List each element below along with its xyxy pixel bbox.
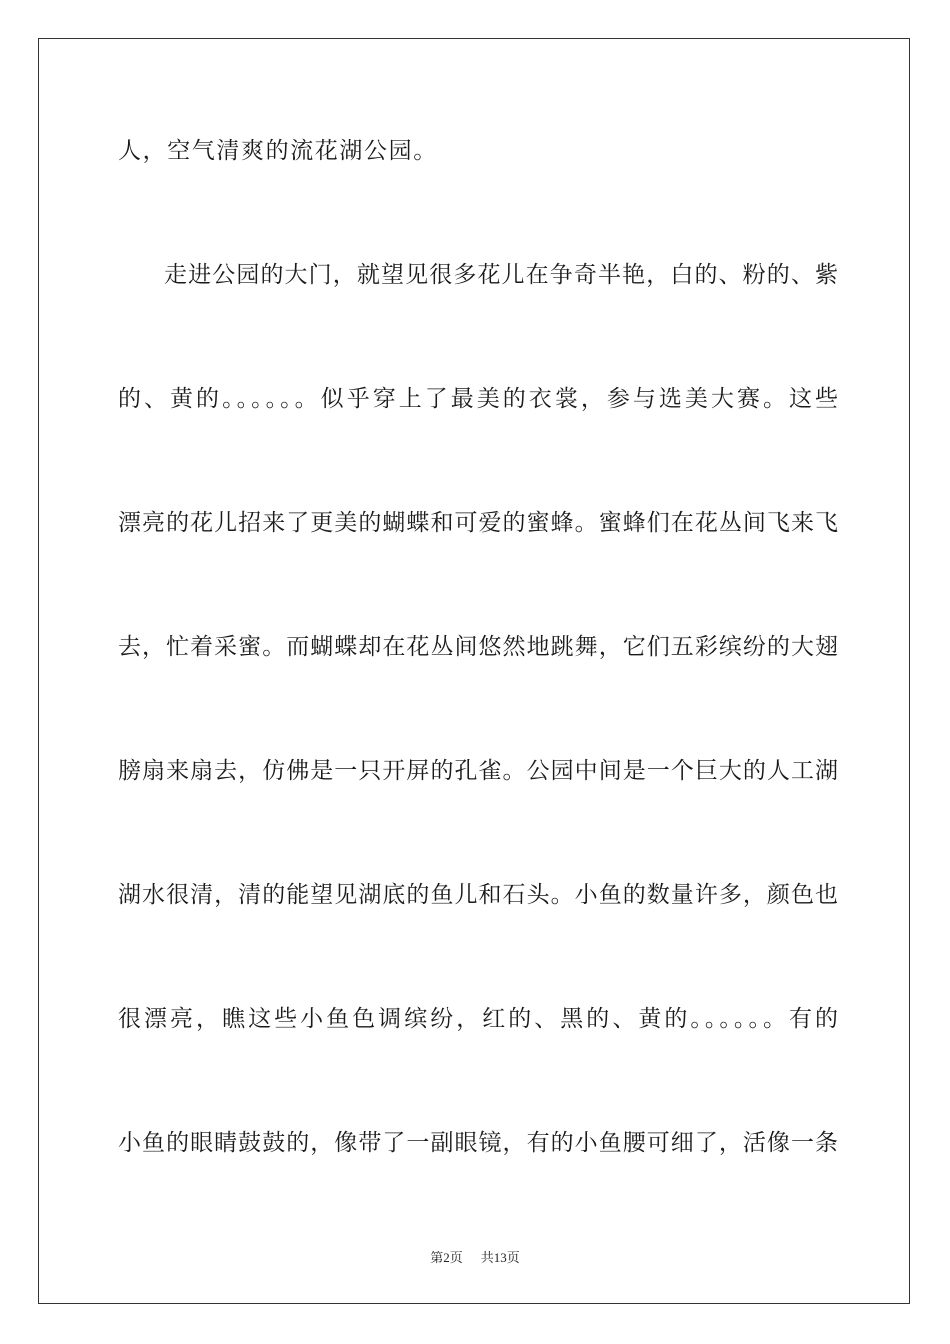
text-line-3: 的、黄的。。。。。。似乎穿上了最美的衣裳，参与选美大赛。这些 xyxy=(118,386,838,412)
text-line-7: 湖水很清，清的能望见湖底的鱼儿和石头。小鱼的数量许多，颜色也 xyxy=(118,882,838,908)
text-line-1: 人，空气清爽的流花湖公园。 xyxy=(118,138,438,164)
text-line-8: 很漂亮，瞧这些小鱼色调缤纷，红的、黑的、黄的。。。。。。有的 xyxy=(118,1006,838,1032)
text-line-9: 小鱼的眼睛鼓鼓的，像带了一副眼镜，有的小鱼腰可细了，活像一条 xyxy=(118,1130,838,1156)
text-line-6: 膀扇来扇去，仿佛是一只开屏的孔雀。公园中间是一个巨大的人工湖 xyxy=(118,758,838,784)
text-line-2: 走进公园的大门，就望见很多花儿在争奇半艳，白的、粉的、紫 xyxy=(164,262,838,288)
text-line-4: 漂亮的花儿招来了更美的蝴蝶和可爱的蜜蜂。蜜蜂们在花丛间飞来飞 xyxy=(118,510,838,536)
page-total: 共13页 xyxy=(480,1250,520,1265)
body-text xyxy=(118,120,838,1236)
text-line-5: 去，忙着采蜜。而蝴蝶却在花丛间悠然地跳舞，它们五彩缤纷的大翅 xyxy=(118,634,838,660)
page-number: 第2页 xyxy=(430,1250,463,1265)
page-footer xyxy=(0,1247,950,1266)
